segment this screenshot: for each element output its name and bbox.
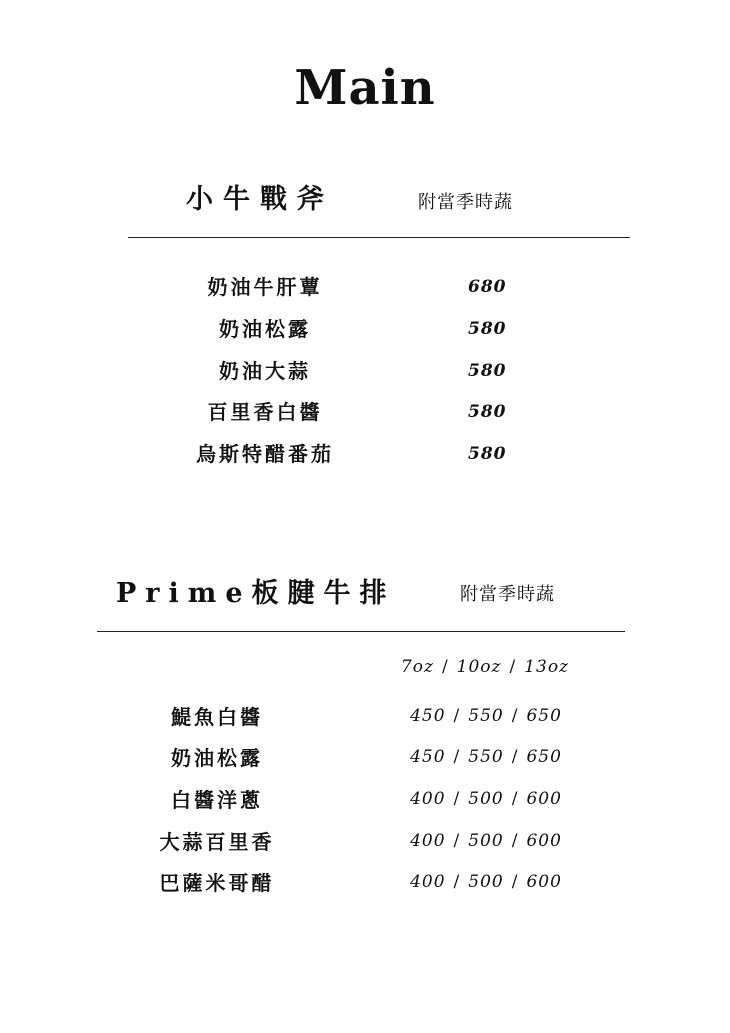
price-7oz: 400 <box>410 872 446 892</box>
menu-item-name: 奶油松露 <box>219 317 311 341</box>
price-separator: / <box>453 789 461 809</box>
menu-item-price: 680 <box>468 277 507 297</box>
price-13oz: 650 <box>526 747 562 767</box>
section-divider <box>97 631 625 632</box>
price-separator: / <box>511 747 519 767</box>
price-7oz: 450 <box>410 747 446 767</box>
section-divider <box>128 237 630 238</box>
menu-item-price: 580 <box>468 361 507 381</box>
size-label: 13oz <box>524 657 570 677</box>
price-separator: / <box>453 831 461 851</box>
menu-item-name: 大蒜百里香 <box>159 830 275 854</box>
section-title-veal-tomahawk: 小牛戰斧 <box>186 184 334 215</box>
price-10oz: 500 <box>468 831 504 851</box>
price-10oz: 550 <box>468 747 504 767</box>
price-separator: / <box>511 831 519 851</box>
price-10oz: 550 <box>468 706 504 726</box>
page-title: Main <box>294 60 436 116</box>
price-10oz: 500 <box>468 789 504 809</box>
menu-item-price: 580 <box>468 444 507 464</box>
menu-item-name: 奶油松露 <box>171 746 263 770</box>
menu-item-prices <box>401 786 571 812</box>
size-label: 7oz <box>400 657 434 677</box>
price-13oz: 600 <box>526 872 562 892</box>
menu-item-name: 奶油牛肝蕈 <box>207 275 323 299</box>
menu-item-prices <box>401 828 571 854</box>
price-separator: / <box>511 706 519 726</box>
section-note-side-vegetables: 附當季時蔬 <box>418 192 513 213</box>
section-title-prime-flat-iron-steak: Prime板腱牛排 <box>116 578 396 609</box>
price-separator: / <box>511 872 519 892</box>
section-note-side-vegetables: 附當季時蔬 <box>460 584 555 605</box>
price-7oz: 400 <box>410 789 446 809</box>
menu-item-name: 奶油大蒜 <box>219 359 311 383</box>
price-7oz: 450 <box>410 706 446 726</box>
price-13oz: 650 <box>526 706 562 726</box>
price-13oz: 600 <box>526 789 562 809</box>
menu-item-prices <box>401 869 571 895</box>
size-header <box>400 654 570 680</box>
menu-item-prices <box>401 703 571 729</box>
menu-item-price: 580 <box>468 402 507 422</box>
price-separator: / <box>453 872 461 892</box>
price-10oz: 500 <box>468 872 504 892</box>
menu-item-price: 580 <box>468 319 507 339</box>
menu-item-name: 巴薩米哥醋 <box>159 871 275 895</box>
price-separator: / <box>453 747 461 767</box>
price-7oz: 400 <box>410 831 446 851</box>
size-label: 10oz <box>456 657 502 677</box>
menu-item-name: 百里香白醬 <box>207 400 323 424</box>
size-separator: / <box>441 657 449 677</box>
size-separator: / <box>509 657 517 677</box>
price-separator: / <box>511 789 519 809</box>
menu-item-name: 烏斯特醋番茄 <box>196 442 334 466</box>
price-13oz: 600 <box>526 831 562 851</box>
menu-item-name: 白醬洋蔥 <box>171 788 263 812</box>
menu-item-name: 鯷魚白醬 <box>171 705 263 729</box>
menu-item-prices <box>401 744 571 770</box>
price-separator: / <box>453 706 461 726</box>
